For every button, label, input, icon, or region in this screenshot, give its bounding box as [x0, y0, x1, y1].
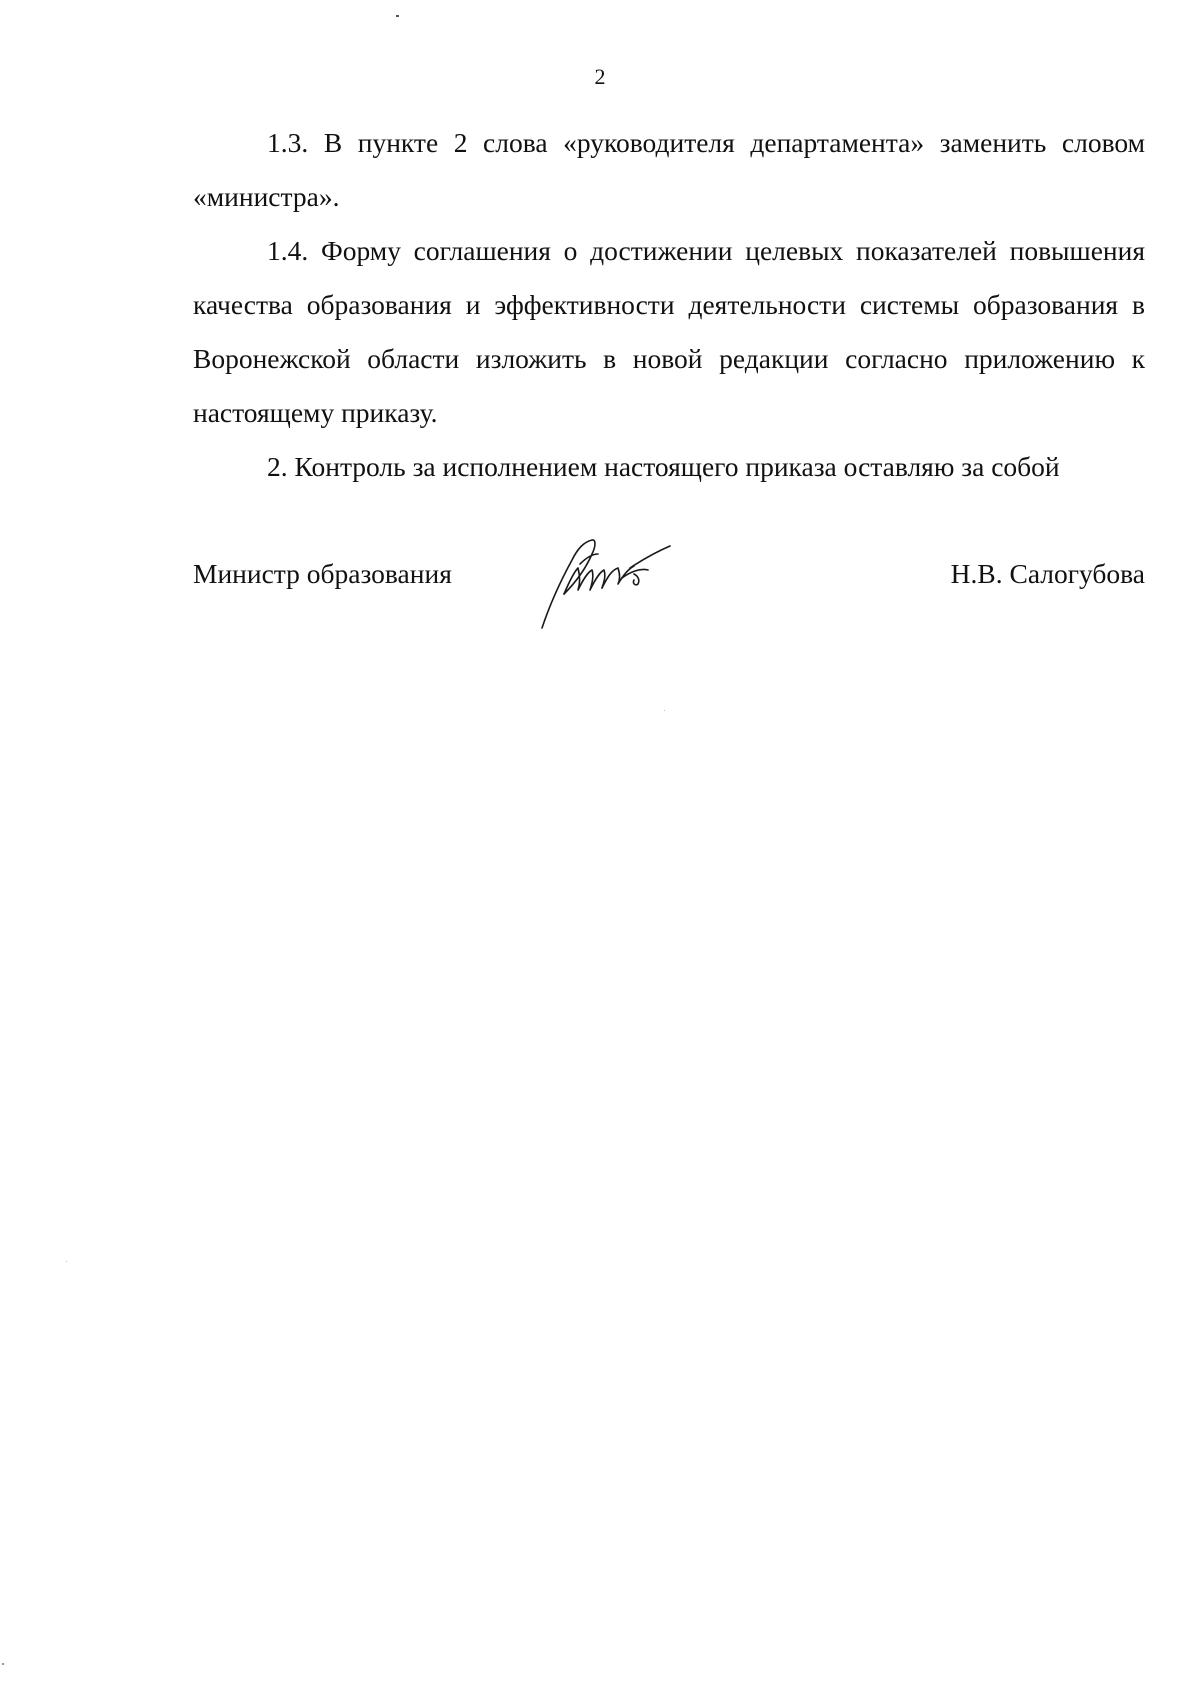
scan-speck: [396, 15, 399, 17]
scan-speck: [66, 1261, 67, 1262]
page-number: 2: [594, 64, 606, 89]
paragraph-2: 2. Контроль за исполнением настоящего приказа оставляю за собой: [267, 451, 1060, 482]
signature-block: [193, 554, 1145, 654]
scan-speck: [664, 710, 665, 711]
document-body: [193, 116, 1145, 494]
signer-name: Н.В. Салогубова: [950, 558, 1145, 589]
scan-speck: [2, 1663, 4, 1665]
signer-position: Министр образования: [193, 558, 452, 589]
handwritten-signature-icon: [534, 524, 674, 634]
paragraph-1-4: 1.4. Форму соглашения о достижении целевых показателей повышения качества образования и эффективности деятельности системы образования в Воронежской области изложить в новой редакции согласно приложению к настоящему приказу.: [193, 235, 1145, 428]
paragraph-1-3: 1.3. В пункте 2 слова «руководителя департамента» заменить словом «министра».: [193, 127, 1145, 212]
